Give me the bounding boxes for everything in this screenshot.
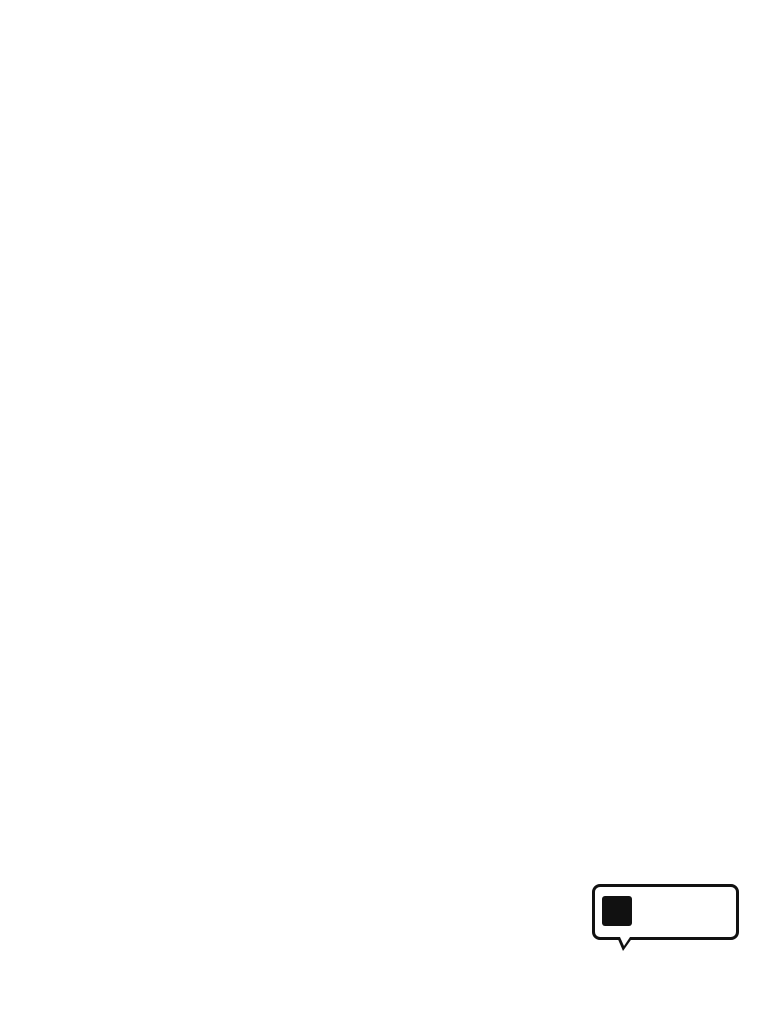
speech-bubble-tail-inner [620,937,630,946]
table-of-contents [161,40,557,72]
toc-title [161,40,502,66]
facebook-promo [592,884,737,962]
vertical-season-banner [54,42,136,982]
facebook-like-badge[interactable] [592,884,739,940]
facebook-logo-icon [602,896,632,926]
